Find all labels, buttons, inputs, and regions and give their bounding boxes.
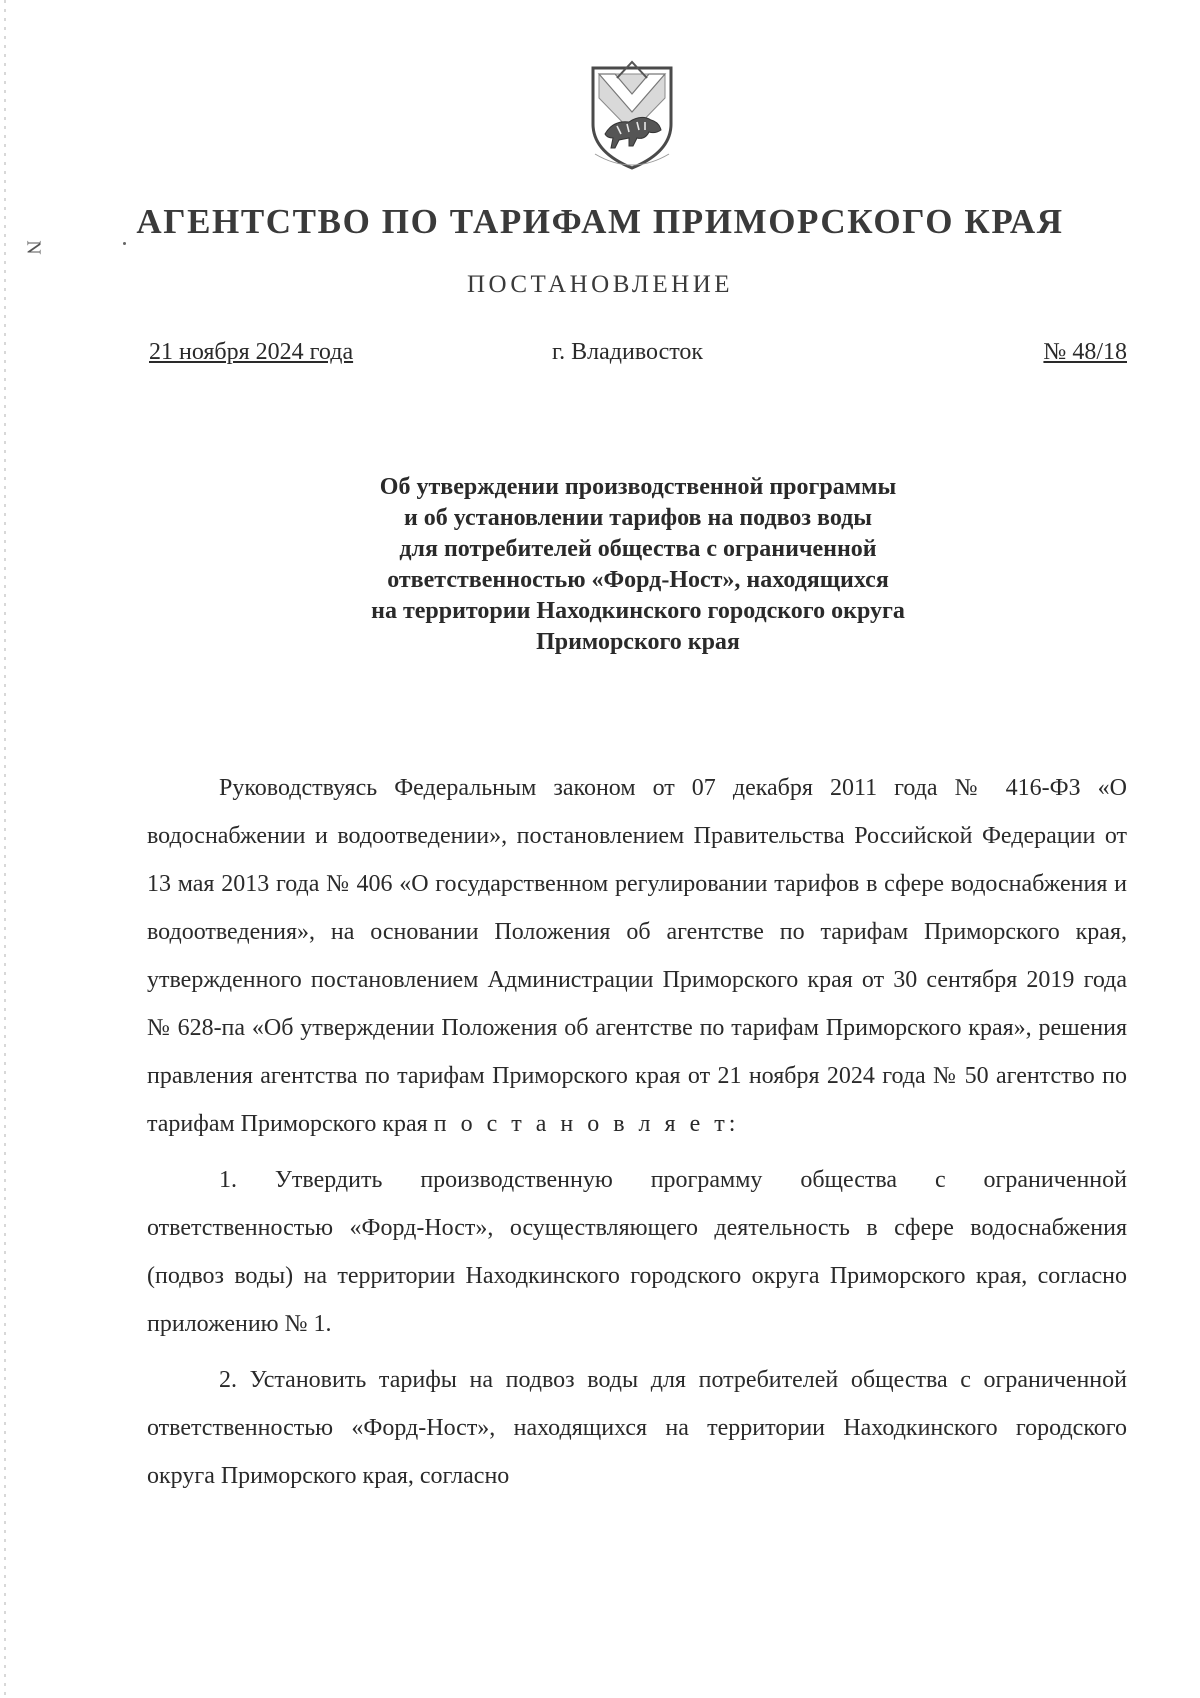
document-title [150, 472, 1126, 658]
title-line: ответственностью «Форд-Ност», находящихся [387, 567, 889, 593]
item-1-paragraph: 1. Утвердить производственную программу общества с ограниченной ответственностью «Форд-Ност», осуществляющего деятельность в сфере водоснабжения (подвоз воды) на территории Находкинского городского округа Приморского края, согласно приложению № 1. [147, 1167, 1127, 1337]
document-city: г. Владивосток [552, 339, 704, 365]
scan-speck [123, 242, 126, 245]
title-line: Приморского края [536, 629, 740, 655]
document-meta [149, 339, 1127, 373]
resolves-word: п о с т а н о в л я е т: [433, 1111, 740, 1137]
title-line: на территории Находкинского городского округа [371, 598, 905, 624]
margin-mark: N [22, 240, 45, 255]
title-line: и об установлении тарифов на подвоз воды [403, 505, 873, 531]
title-line: для потребителей общества с ограниченной [399, 536, 877, 562]
preamble-text: Руководствуясь Федеральным законом от 07 декабря 2011 года № 416-ФЗ «О водоснабжении и водоотведении», постановлением Правительства Российской Федерации от 13 мая 2013 года № 406 «О государственном регулировании тарифов в сфере водоснабжения и водоотведения», на основании Положения об агентстве по тарифам Приморского края, утвержденного постановлением Администрации Приморского края от 30 сентября 2019 года № 628-па «Об утверждении Положения об агентстве по тарифам Приморского края», решения правления агентства по тарифам Приморского края от 21 ноября 2024 года № 50 агентство по тарифам Приморского края [147, 775, 1127, 1137]
document-date: 21 ноября 2024 года [149, 339, 354, 365]
scan-edge [4, 0, 6, 1698]
item-2-paragraph: 2. Установить тарифы на подвоз воды для потребителей общества с ограниченной ответственностью «Форд-Ност», находящихся на территории Находкинского городского округа Приморского края, согласно [147, 1367, 1127, 1489]
document-body [147, 764, 1127, 1508]
agency-name: АГЕНТСТВО ПО ТАРИФАМ ПРИМОРСКОГО КРАЯ [136, 202, 1064, 241]
preamble-paragraph [147, 764, 1127, 1148]
document-number: № 48/18 [1043, 339, 1127, 365]
primorsky-krai-coat-of-arms-icon [589, 54, 675, 172]
document-type: ПОСТАНОВЛЕНИЕ [466, 271, 734, 298]
title-line: Об утверждении производственной программы [379, 474, 897, 500]
